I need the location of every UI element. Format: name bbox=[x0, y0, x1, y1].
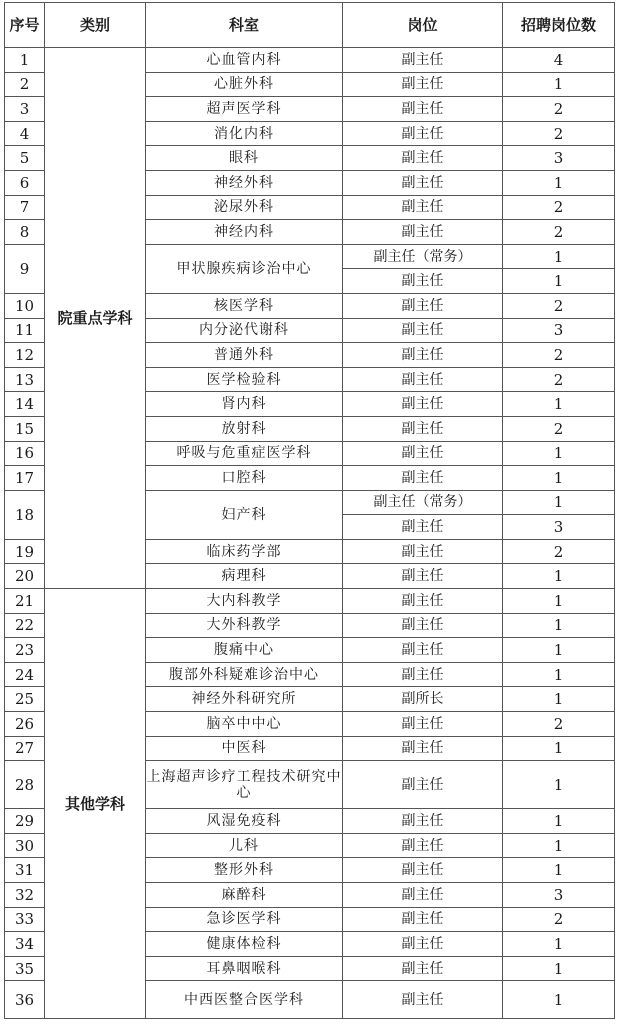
count-cell: 2 bbox=[503, 416, 615, 441]
row-number: 24 bbox=[5, 662, 45, 687]
row-number: 33 bbox=[5, 907, 45, 932]
row-number: 26 bbox=[5, 712, 45, 737]
row-number: 29 bbox=[5, 809, 45, 834]
row-number: 13 bbox=[5, 367, 45, 392]
count-cell: 1 bbox=[503, 490, 615, 515]
category-key: 院重点学科 bbox=[45, 48, 146, 589]
position-cell: 副主任 bbox=[343, 318, 503, 343]
count-cell: 1 bbox=[503, 981, 615, 1019]
row-number: 12 bbox=[5, 343, 45, 368]
department-cell: 放射科 bbox=[146, 416, 343, 441]
count-cell: 1 bbox=[503, 833, 615, 858]
count-cell: 1 bbox=[503, 244, 615, 269]
position-cell: 副主任 bbox=[343, 883, 503, 908]
department-cell: 儿科 bbox=[146, 833, 343, 858]
recruitment-table bbox=[4, 2, 615, 1019]
department-cell: 神经外科 bbox=[146, 170, 343, 195]
count-cell: 2 bbox=[503, 220, 615, 245]
position-cell: 副主任 bbox=[343, 589, 503, 614]
position-cell: 副主任（常务） bbox=[343, 244, 503, 269]
department-cell: 中西医整合医学科 bbox=[146, 981, 343, 1019]
count-cell: 2 bbox=[503, 367, 615, 392]
department-cell: 甲状腺疾病诊治中心 bbox=[146, 244, 343, 293]
header-seq: 序号 bbox=[5, 3, 45, 48]
position-cell: 副主任 bbox=[343, 564, 503, 589]
department-cell: 肾内科 bbox=[146, 392, 343, 417]
row-number: 2 bbox=[5, 72, 45, 97]
row-number: 27 bbox=[5, 736, 45, 761]
header-count: 招聘岗位数 bbox=[503, 3, 615, 48]
row-number: 5 bbox=[5, 146, 45, 171]
count-cell: 2 bbox=[503, 293, 615, 318]
position-cell: 副主任 bbox=[343, 736, 503, 761]
row-number: 30 bbox=[5, 833, 45, 858]
count-cell: 1 bbox=[503, 564, 615, 589]
position-cell: 副主任 bbox=[343, 367, 503, 392]
department-cell: 风湿免疫科 bbox=[146, 809, 343, 834]
count-cell: 1 bbox=[503, 761, 615, 809]
count-cell: 1 bbox=[503, 466, 615, 491]
category-other: 其他学科 bbox=[45, 589, 146, 1019]
row-number: 31 bbox=[5, 858, 45, 883]
count-cell: 1 bbox=[503, 932, 615, 957]
table-row bbox=[5, 48, 615, 73]
department-cell: 大内科教学 bbox=[146, 589, 343, 614]
row-number: 19 bbox=[5, 539, 45, 564]
position-cell: 副主任（常务） bbox=[343, 490, 503, 515]
position-cell: 副主任 bbox=[343, 72, 503, 97]
department-cell: 麻醉科 bbox=[146, 883, 343, 908]
row-number: 32 bbox=[5, 883, 45, 908]
position-cell: 副主任 bbox=[343, 662, 503, 687]
count-cell: 2 bbox=[503, 712, 615, 737]
position-cell: 副主任 bbox=[343, 466, 503, 491]
count-cell: 1 bbox=[503, 809, 615, 834]
count-cell: 2 bbox=[503, 97, 615, 122]
department-cell: 内分泌代谢科 bbox=[146, 318, 343, 343]
position-cell: 副主任 bbox=[343, 146, 503, 171]
position-cell: 副主任 bbox=[343, 956, 503, 981]
position-cell: 副主任 bbox=[343, 833, 503, 858]
count-cell: 3 bbox=[503, 318, 615, 343]
row-number: 20 bbox=[5, 564, 45, 589]
row-number: 18 bbox=[5, 490, 45, 539]
count-cell: 1 bbox=[503, 956, 615, 981]
position-cell: 副主任 bbox=[343, 712, 503, 737]
department-cell: 眼科 bbox=[146, 146, 343, 171]
count-cell: 1 bbox=[503, 392, 615, 417]
department-cell: 口腔科 bbox=[146, 466, 343, 491]
count-cell: 3 bbox=[503, 146, 615, 171]
department-cell: 上海超声诊疗工程技术研究中心 bbox=[146, 761, 343, 809]
count-cell: 3 bbox=[503, 515, 615, 540]
position-cell: 副主任 bbox=[343, 858, 503, 883]
count-cell: 4 bbox=[503, 48, 615, 73]
row-number: 21 bbox=[5, 589, 45, 614]
count-cell: 2 bbox=[503, 121, 615, 146]
count-cell: 2 bbox=[503, 907, 615, 932]
row-number: 4 bbox=[5, 121, 45, 146]
row-number: 9 bbox=[5, 244, 45, 293]
position-cell: 副主任 bbox=[343, 170, 503, 195]
department-cell: 超声医学科 bbox=[146, 97, 343, 122]
row-number: 3 bbox=[5, 97, 45, 122]
count-cell: 1 bbox=[503, 170, 615, 195]
department-cell: 腹部外科疑难诊治中心 bbox=[146, 662, 343, 687]
department-cell: 医学检验科 bbox=[146, 367, 343, 392]
department-cell: 病理科 bbox=[146, 564, 343, 589]
position-cell: 副主任 bbox=[343, 638, 503, 663]
position-cell: 副主任 bbox=[343, 392, 503, 417]
department-cell: 普通外科 bbox=[146, 343, 343, 368]
position-cell: 副主任 bbox=[343, 981, 503, 1019]
position-cell: 副主任 bbox=[343, 121, 503, 146]
department-cell: 整形外科 bbox=[146, 858, 343, 883]
count-cell: 1 bbox=[503, 441, 615, 466]
position-cell: 副主任 bbox=[343, 293, 503, 318]
department-cell: 急诊医学科 bbox=[146, 907, 343, 932]
count-cell: 1 bbox=[503, 858, 615, 883]
row-number: 28 bbox=[5, 761, 45, 809]
row-number: 15 bbox=[5, 416, 45, 441]
count-cell: 3 bbox=[503, 883, 615, 908]
row-number: 22 bbox=[5, 613, 45, 638]
position-cell: 副主任 bbox=[343, 220, 503, 245]
count-cell: 1 bbox=[503, 736, 615, 761]
count-cell: 2 bbox=[503, 195, 615, 220]
count-cell: 1 bbox=[503, 687, 615, 712]
department-cell: 神经外科研究所 bbox=[146, 687, 343, 712]
row-number: 17 bbox=[5, 466, 45, 491]
department-cell: 健康体检科 bbox=[146, 932, 343, 957]
row-number: 7 bbox=[5, 195, 45, 220]
row-number: 6 bbox=[5, 170, 45, 195]
position-cell: 副主任 bbox=[343, 809, 503, 834]
position-cell: 副主任 bbox=[343, 515, 503, 540]
row-number: 11 bbox=[5, 318, 45, 343]
position-cell: 副主任 bbox=[343, 907, 503, 932]
count-cell: 1 bbox=[503, 269, 615, 294]
row-number: 10 bbox=[5, 293, 45, 318]
department-cell: 泌尿外科 bbox=[146, 195, 343, 220]
table-row bbox=[5, 589, 615, 614]
row-number: 23 bbox=[5, 638, 45, 663]
count-cell: 2 bbox=[503, 343, 615, 368]
department-cell: 脑卒中中心 bbox=[146, 712, 343, 737]
count-cell: 1 bbox=[503, 638, 615, 663]
position-cell: 副主任 bbox=[343, 441, 503, 466]
position-cell: 副主任 bbox=[343, 343, 503, 368]
department-cell: 心血管内科 bbox=[146, 48, 343, 73]
department-cell: 神经内科 bbox=[146, 220, 343, 245]
count-cell: 1 bbox=[503, 662, 615, 687]
department-cell: 呼吸与危重症医学科 bbox=[146, 441, 343, 466]
header-position: 岗位 bbox=[343, 3, 503, 48]
row-number: 8 bbox=[5, 220, 45, 245]
row-number: 14 bbox=[5, 392, 45, 417]
department-cell: 腹痛中心 bbox=[146, 638, 343, 663]
position-cell: 副所长 bbox=[343, 687, 503, 712]
department-cell: 核医学科 bbox=[146, 293, 343, 318]
count-cell: 1 bbox=[503, 613, 615, 638]
row-number: 16 bbox=[5, 441, 45, 466]
count-cell: 1 bbox=[503, 589, 615, 614]
count-cell: 1 bbox=[503, 72, 615, 97]
department-cell: 耳鼻咽喉科 bbox=[146, 956, 343, 981]
position-cell: 副主任 bbox=[343, 761, 503, 809]
position-cell: 副主任 bbox=[343, 539, 503, 564]
row-number: 34 bbox=[5, 932, 45, 957]
position-cell: 副主任 bbox=[343, 932, 503, 957]
row-number: 1 bbox=[5, 48, 45, 73]
header-row bbox=[5, 3, 615, 48]
department-cell: 中医科 bbox=[146, 736, 343, 761]
position-cell: 副主任 bbox=[343, 269, 503, 294]
count-cell: 2 bbox=[503, 539, 615, 564]
department-cell: 妇产科 bbox=[146, 490, 343, 539]
row-number: 25 bbox=[5, 687, 45, 712]
header-category: 类别 bbox=[45, 3, 146, 48]
department-cell: 心脏外科 bbox=[146, 72, 343, 97]
position-cell: 副主任 bbox=[343, 48, 503, 73]
position-cell: 副主任 bbox=[343, 416, 503, 441]
position-cell: 副主任 bbox=[343, 195, 503, 220]
row-number: 35 bbox=[5, 956, 45, 981]
header-department: 科室 bbox=[146, 3, 343, 48]
position-cell: 副主任 bbox=[343, 97, 503, 122]
department-cell: 消化内科 bbox=[146, 121, 343, 146]
department-cell: 大外科教学 bbox=[146, 613, 343, 638]
position-cell: 副主任 bbox=[343, 613, 503, 638]
department-cell: 临床药学部 bbox=[146, 539, 343, 564]
row-number: 36 bbox=[5, 981, 45, 1019]
